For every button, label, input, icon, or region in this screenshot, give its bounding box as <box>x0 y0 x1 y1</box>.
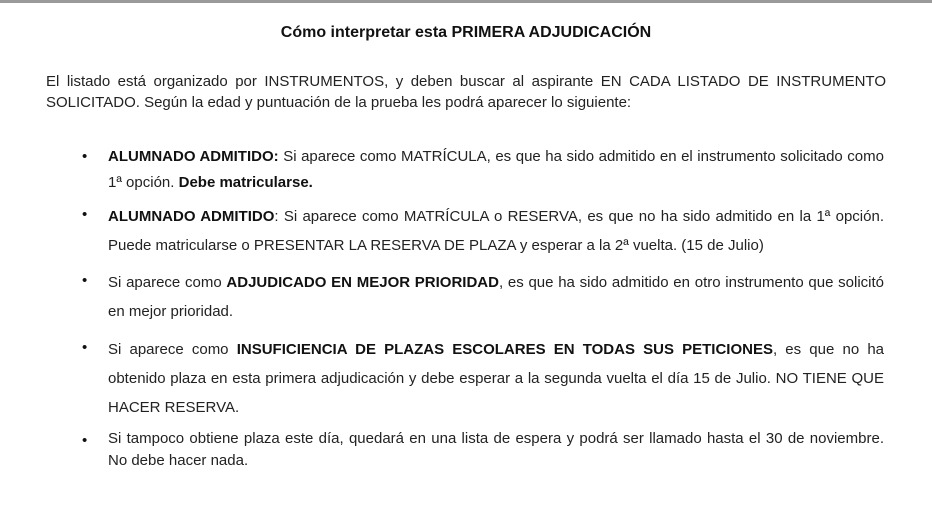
document-title: Cómo interpretar esta PRIMERA ADJUDICACIÓN <box>280 24 652 41</box>
list-item <box>0 202 932 260</box>
bullet-icon: • <box>82 432 88 449</box>
item-text: , es que no ha obtenido plaza en esta primera adjudicación y debe esperar a la segunda vuelta el día 15 de Julio. NO TIENE QUE HACER RESERVA. <box>108 341 884 416</box>
top-divider <box>0 0 932 3</box>
intro-paragraph: El listado está organizado por INSTRUMENTOS, y deben buscar al aspirante EN CADA LISTADO DE INSTRUMENTO SOLICITADO. Según la edad y puntuación de la prueba les podrá aparecer lo siguiente: <box>46 73 886 111</box>
item-text: Si aparece como <box>108 274 227 291</box>
list-item-text <box>108 268 884 326</box>
bold-label: INSUFICIENCIA DE PLAZAS ESCOLARES EN TODAS SUS PETICIONES <box>236 341 773 358</box>
bullet-icon: • <box>82 148 88 165</box>
item-text: Si aparece como MATRÍCULA, es que ha sido admitido en el instrumento solicitado como 1ª opción. <box>108 148 884 191</box>
list-item <box>0 144 932 196</box>
item-text: , es que ha sido admitido en otro instrumento que solicitó en mejor prioridad. <box>108 274 885 320</box>
bold-label: Debe matricularse. <box>178 174 313 191</box>
list-item <box>0 268 932 326</box>
list-item-text <box>108 335 884 422</box>
bold-label: ALUMNADO ADMITIDO <box>108 208 275 225</box>
bold-label: ALUMNADO ADMITIDO: <box>108 148 279 165</box>
instructions-list <box>0 144 932 472</box>
list-item-text <box>108 202 884 260</box>
bold-label: ADJUDICADO EN MEJOR PRIORIDAD <box>226 274 499 291</box>
list-item <box>0 335 932 422</box>
item-text: Si aparece como <box>108 341 237 358</box>
bullet-icon: • <box>82 206 88 223</box>
bullet-icon: • <box>82 272 88 289</box>
list-item-text <box>108 144 884 196</box>
bullet-icon: • <box>82 339 88 356</box>
list-item-text <box>108 428 884 472</box>
item-text: Si tampoco obtiene plaza este día, quedará en una lista de espera y podrá ser llamado hasta el 30 de noviembre. No debe hacer nada. <box>108 430 884 469</box>
list-item <box>0 428 932 472</box>
item-text: : Si aparece como MATRÍCULA o RESERVA, es que no ha sido admitido en la 1ª opción. Puede matricularse o PRESENTAR LA RESERVA DE PLAZA y esperar a la 2ª vuelta. (15 de Julio) <box>108 208 884 254</box>
